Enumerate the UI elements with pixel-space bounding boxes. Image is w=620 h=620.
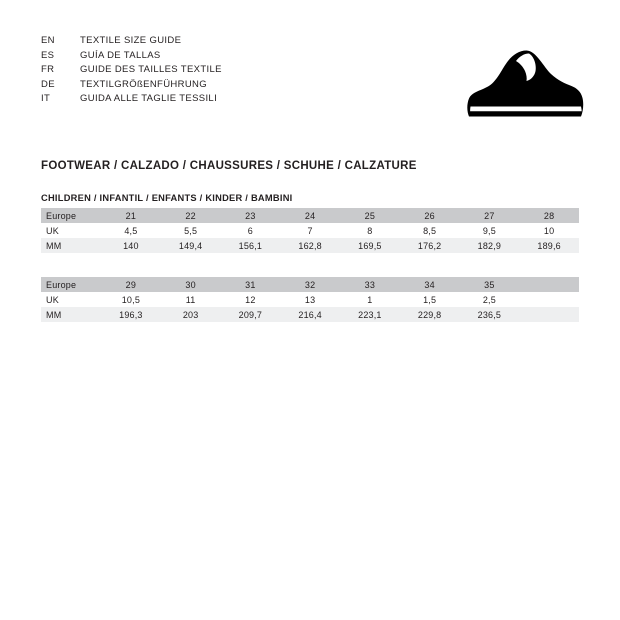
table-cell: 6 (221, 223, 281, 238)
language-code: ES (41, 49, 55, 61)
table-cell: 9,5 (460, 223, 520, 238)
table-cell: 13 (280, 292, 340, 307)
table-cell: 30 (161, 277, 221, 292)
table-cell: 223,1 (340, 307, 400, 322)
row-label: UK (41, 223, 101, 238)
language-row (41, 80, 222, 95)
table-cell: 216,4 (280, 307, 340, 322)
language-row (41, 36, 222, 51)
table-cell (519, 307, 579, 322)
size-table-children-2 (41, 277, 579, 322)
page-title: FOOTWEAR / CALZADO / CHAUSSURES / SCHUHE / CALZATURE (41, 160, 417, 172)
row-label: MM (41, 238, 101, 253)
table-cell: 1 (340, 292, 400, 307)
language-row (41, 51, 222, 66)
table-cell: 203 (161, 307, 221, 322)
sneaker-shoe-icon (466, 44, 586, 122)
table-cell: 10 (519, 223, 579, 238)
language-title: TEXTILGRÖßENFÜHRUNG (80, 78, 207, 90)
table-cell: 209,7 (221, 307, 281, 322)
language-title: TEXTILE SIZE GUIDE (80, 35, 182, 46)
table-cell: 176,2 (400, 238, 460, 253)
table-cell: 24 (280, 208, 340, 223)
table-cell: 21 (101, 208, 161, 223)
table-cell: 23 (221, 208, 281, 223)
table-cell: 28 (519, 208, 579, 223)
row-label: UK (41, 292, 101, 307)
table-row (41, 223, 579, 238)
table-row (41, 238, 579, 253)
table-row (41, 277, 579, 292)
table-cell: 11 (161, 292, 221, 307)
group-label-children: CHILDREN / INFANTIL / ENFANTS / KINDER / BAMBINI (41, 193, 293, 203)
table-cell (519, 277, 579, 292)
row-label: Europe (41, 277, 101, 292)
table-cell: 236,5 (460, 307, 520, 322)
table-cell: 7 (280, 223, 340, 238)
table-cell: 10,5 (101, 292, 161, 307)
row-label: MM (41, 307, 101, 322)
table-cell (519, 292, 579, 307)
table-cell: 25 (340, 208, 400, 223)
table-cell: 34 (400, 277, 460, 292)
table-row (41, 208, 579, 223)
table-cell: 2,5 (460, 292, 520, 307)
table-cell: 229,8 (400, 307, 460, 322)
document-header (0, 30, 620, 130)
table-cell: 35 (460, 277, 520, 292)
language-row (41, 65, 222, 80)
language-title: GUIDE DES TAILLES TEXTILE (80, 64, 222, 76)
table-cell: 162,8 (280, 238, 340, 253)
table-cell: 27 (460, 208, 520, 223)
table-cell: 8 (340, 223, 400, 238)
table-cell: 22 (161, 208, 221, 223)
table-cell: 182,9 (460, 238, 520, 253)
table-cell: 4,5 (101, 223, 161, 238)
table-cell: 29 (101, 277, 161, 292)
language-row (41, 94, 222, 109)
table-row (41, 292, 579, 307)
table-cell: 8,5 (400, 223, 460, 238)
language-code: DE (41, 78, 55, 90)
table-cell: 31 (221, 277, 281, 292)
table-cell: 32 (280, 277, 340, 292)
table-cell: 26 (400, 208, 460, 223)
table-cell: 196,3 (101, 307, 161, 322)
table-cell: 156,1 (221, 238, 281, 253)
table-row (41, 307, 579, 322)
language-code: FR (41, 64, 55, 76)
table-cell: 189,6 (519, 238, 579, 253)
language-title: GUIDA ALLE TAGLIE TESSILI (80, 93, 218, 105)
row-label: Europe (41, 208, 101, 223)
size-table-children-1 (41, 208, 579, 253)
table-cell: 169,5 (340, 238, 400, 253)
language-title: GUÍA DE TALLAS (80, 49, 161, 61)
table-cell: 140 (101, 238, 161, 253)
language-code: EN (41, 35, 55, 46)
table-cell: 149,4 (161, 238, 221, 253)
language-code: IT (41, 93, 51, 105)
table-cell: 1,5 (400, 292, 460, 307)
table-cell: 12 (221, 292, 281, 307)
table-cell: 5,5 (161, 223, 221, 238)
table-cell: 33 (340, 277, 400, 292)
language-list (41, 36, 222, 109)
